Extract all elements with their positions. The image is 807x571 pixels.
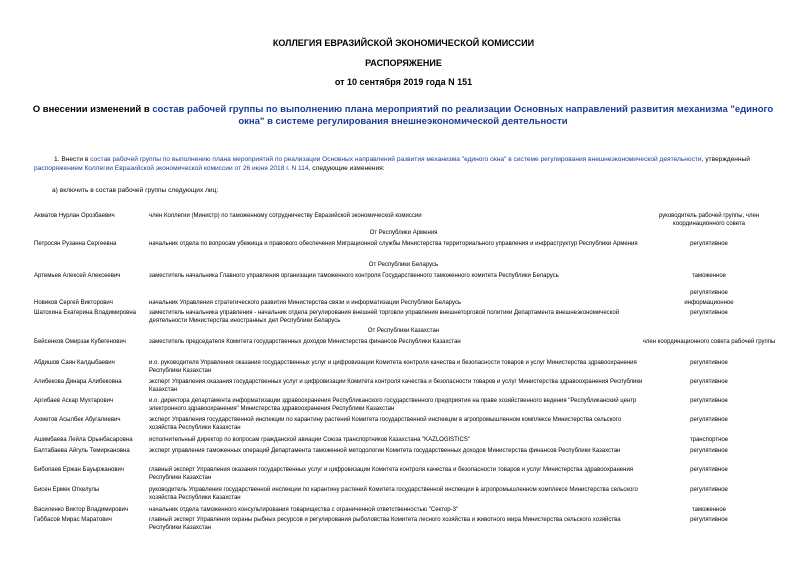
- member-name: Акматов Нурлан Орозбаевич: [34, 213, 115, 219]
- member-name: Аргибаев Аскар Мухтарович: [34, 398, 114, 404]
- p1-text-b: , утвержденный: [701, 156, 750, 163]
- member-status: регулятивное: [690, 379, 728, 385]
- member-status: регулятивное: [690, 290, 728, 296]
- member-role: начальник Управления стратегического развития Министерства связи и информатизации Республики Беларусь: [149, 300, 462, 306]
- member-status: информационное: [684, 300, 734, 306]
- p1-text-c: , следующие изменения:: [308, 165, 385, 172]
- member-name: Шатохина Екатерина Владимировна: [34, 310, 136, 316]
- member-name: Абдишов Саян Калдыбаевич: [34, 360, 115, 366]
- member-status: регулятивное: [690, 467, 728, 473]
- member-role: начальник отдела по вопросам убежища и правового обеспечения Миграционной службы Министерства территориального управления и инфраструктур Республики Армения: [149, 241, 638, 247]
- member-role: эксперт управления таможенных операций Департамента таможенной методологии Комитета государственных доходов Министерства финансов Республики Казахстан: [149, 448, 621, 454]
- member-status: регулятивное: [690, 517, 728, 523]
- member-role: руководитель Управления государственной инспекции по карантину растений Комитета государственной инспекции в агропромышленном комплексе Министерства сельского хозяйства Республики Казахстан: [149, 487, 638, 501]
- member-role: заместитель начальника Главного управления организации таможенного контроля Государственного таможенного комитета Республики Беларусь: [149, 273, 559, 279]
- member-status: регулятивное: [690, 241, 728, 247]
- paragraph-2: а) включить в состав рабочей группы следующих лиц:: [52, 187, 219, 194]
- member-status: регулятивное: [690, 360, 728, 366]
- member-role: заместитель начальника управления - начальник отдела регулирования внешней торговли управления внешнеторговой политики Департамента внешнеэкономической деятельности Министерства иностранных дел Республики Беларусь: [149, 310, 620, 324]
- member-role: главный эксперт Управления охраны рыбных ресурсов и регулирования рыболовства Комитета лесного хозяйства и животного мира Министерства сельского хозяйства Республики Казахстан: [149, 517, 621, 531]
- title-prefix: О внесении изменений в: [32, 104, 153, 115]
- member-role: исполнительный директор по вопросам гражданской авиации Союза транспортников Казахстана "KAZLOGISTICS": [149, 437, 470, 443]
- doc-date: от 10 сентября 2019 года N 151: [334, 77, 473, 87]
- member-name: Бейсенков Омирзак Кубегенович: [34, 339, 126, 345]
- member-status: регулятивное: [690, 448, 728, 454]
- p1-text-a: 1. Внести в: [54, 156, 91, 163]
- title-link[interactable]: состав рабочей группы по выполнению плана мероприятий по реализации Основных направлений развития механизма "единого окна" в системе регулирования внешнеэкономической деятельности: [152, 104, 774, 127]
- member-role: член Коллегии (Министр) по таможенному сотрудничеству Евразийской экономической комиссии: [149, 213, 422, 219]
- member-status: руководитель рабочей группы, член координационного совета: [658, 213, 760, 227]
- member-role: и.о. директора департамента информатизации здравоохранения Республиканского государственного предприятия на праве хозяйственного ведения "Республиканский центр электронного здравоохранения" Министерства здравоохранения Республики Казахстан: [149, 398, 637, 412]
- member-name: Петросян Рузанна Сергеевна: [34, 241, 117, 247]
- member-status: регулятивное: [690, 310, 728, 316]
- member-status: член координационного совета рабочей группы: [642, 339, 776, 345]
- member-name: Артемьев Алексей Алексеевич: [34, 273, 121, 279]
- doc-title: [28, 104, 778, 128]
- member-role: заместитель председателя Комитета государственных доходов Министерства финансов Республики Казахстан: [149, 339, 461, 345]
- country-heading: От Республики Армения: [369, 230, 438, 236]
- member-role: начальник отдела таможенного консультирования товарищества с ограниченной ответственностью "Сектор-3": [149, 507, 459, 513]
- member-name: Бибопаев Ержан Бауыржанович: [34, 467, 125, 473]
- org-name: КОЛЛЕГИЯ ЕВРАЗИЙСКОЙ ЭКОНОМИЧЕСКОЙ КОМИССИИ: [272, 38, 535, 48]
- member-status: регулятивное: [690, 417, 728, 423]
- member-role: эксперт Управления государственной инспекции по карантину растений Комитета государственной инспекции в агропромышленном комплексе Министерства сельского хозяйства Республики Казахстан: [149, 417, 622, 431]
- member-name: Балтабаева Айгуль Темиркановна: [34, 448, 130, 454]
- doc-type: РАСПОРЯЖЕНИЕ: [365, 58, 442, 68]
- member-status: регулятивное: [690, 398, 728, 404]
- member-role: главный эксперт Управления оказания государственных услуг и цифровизации Комитета контроля качества и безопасности товаров и услуг Министерства здравоохранения Республики Казахстан: [149, 467, 634, 481]
- country-heading: От Республики Беларусь: [368, 262, 439, 268]
- member-status: таможенное: [691, 507, 727, 513]
- paragraph-1: [34, 155, 779, 173]
- member-name: Новиков Сергей Викторович: [34, 300, 113, 306]
- member-status: транспортное: [689, 437, 729, 443]
- link-working-group[interactable]: состав рабочей группы по выполнению плана мероприятий по реализации Основных направлений развития механизма "единого окна" в системе регулирования внешнеэкономической деятельности: [90, 156, 702, 163]
- member-name: Алибекова Динара Алибековна: [34, 379, 122, 385]
- member-name: Ашимбаева Лейла Орынбасаровна: [34, 437, 133, 443]
- member-name: Ахметов Асылбек Абугалиевич: [34, 417, 121, 423]
- link-order-114[interactable]: распоряжением Коллегии Евразийской экономической комиссии от 26 июня 2018 г. N 114: [34, 165, 309, 172]
- member-name: Габбасов Мирас Маратович: [34, 517, 112, 523]
- member-role: и.о. руководителя Управления оказания государственных услуг и цифровизации Комитета контроля качества и безопасности товаров и услуг Министерства здравоохранения Республики Казахстан: [149, 360, 637, 374]
- member-name: Бисен Ермек Откелулы: [34, 487, 100, 493]
- country-heading: От Республики Казахстан: [367, 328, 440, 334]
- member-status: регулятивное: [690, 487, 728, 493]
- member-role: эксперт Управления оказания государственных услуг и цифровизации Комитета контроля качества и безопасности товаров и услуг Министерства здравоохранения Республики Казахстан: [149, 379, 643, 393]
- member-name: Василенко Виктор Владимирович: [34, 507, 129, 513]
- member-status: таможенное: [691, 273, 727, 279]
